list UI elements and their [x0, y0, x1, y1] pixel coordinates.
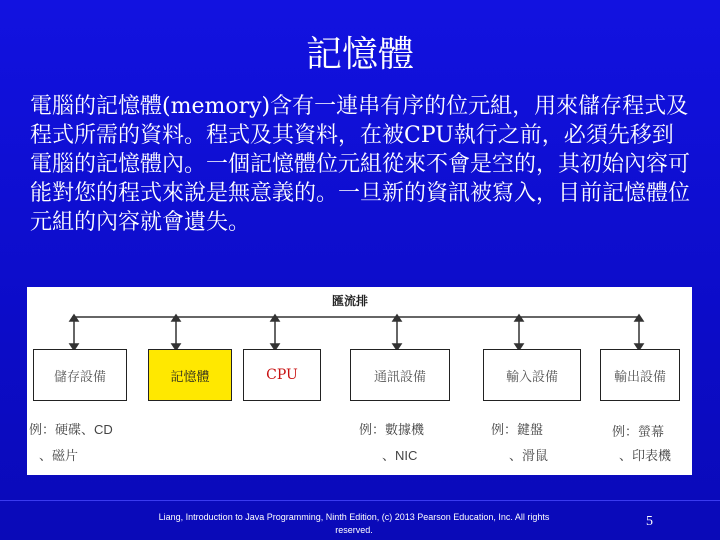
- output-example-2: 、印表機: [619, 448, 672, 463]
- communication-device-box: 通訊設備: [350, 349, 450, 401]
- storage-connector: [70, 315, 78, 350]
- comm-example-1: 例：數據機: [359, 422, 425, 437]
- output-connector: [635, 315, 643, 350]
- comm-example-2: 、NIC: [382, 448, 418, 463]
- input-connector: [515, 315, 523, 350]
- output-device-box: 輸出設備: [600, 349, 680, 401]
- comm-connector: [393, 315, 401, 350]
- input-example-2: 、滑鼠: [509, 448, 549, 463]
- bus-label: 匯流排: [331, 294, 368, 308]
- storage-device-box: 儲存設備: [33, 349, 127, 401]
- cpu-connector: [271, 315, 279, 350]
- memory-connector: [172, 315, 180, 350]
- storage-example-1: 例：硬碟、CD: [29, 422, 113, 437]
- copyright-footer: Liang, Introduction to Java Programming, Ninth Edition, (c) 2013 Pearson Education, Inc. All rights reserved.: [158, 512, 550, 535]
- computer-architecture-figure: [27, 287, 692, 475]
- storage-example-2: 、磁片: [39, 448, 79, 463]
- input-device-box: 輸入設備: [483, 349, 581, 401]
- cpu-box: CPU: [243, 349, 321, 401]
- page-number: 5: [646, 514, 653, 529]
- slide-title: 記憶體: [305, 34, 414, 75]
- footer-divider: [0, 500, 720, 501]
- output-example-1: 例：螢幕: [612, 424, 665, 439]
- slide-body-text: 電腦的記憶體(memory)含有一連串有序的位元組，用來儲存程式及程式所需的資料。程式及其資料，在被CPU執行之前，必須先移到電腦的記憶體內。一個記憶體位元組從來不會是空的，其初始內容可能對您的程式來說是無意義的。一旦新的資訊被寫入，目前記憶體位元組的內容就會遺失。: [30, 94, 691, 235]
- memory-box: 記憶體: [148, 349, 232, 401]
- input-example-1: 例：鍵盤: [491, 422, 544, 437]
